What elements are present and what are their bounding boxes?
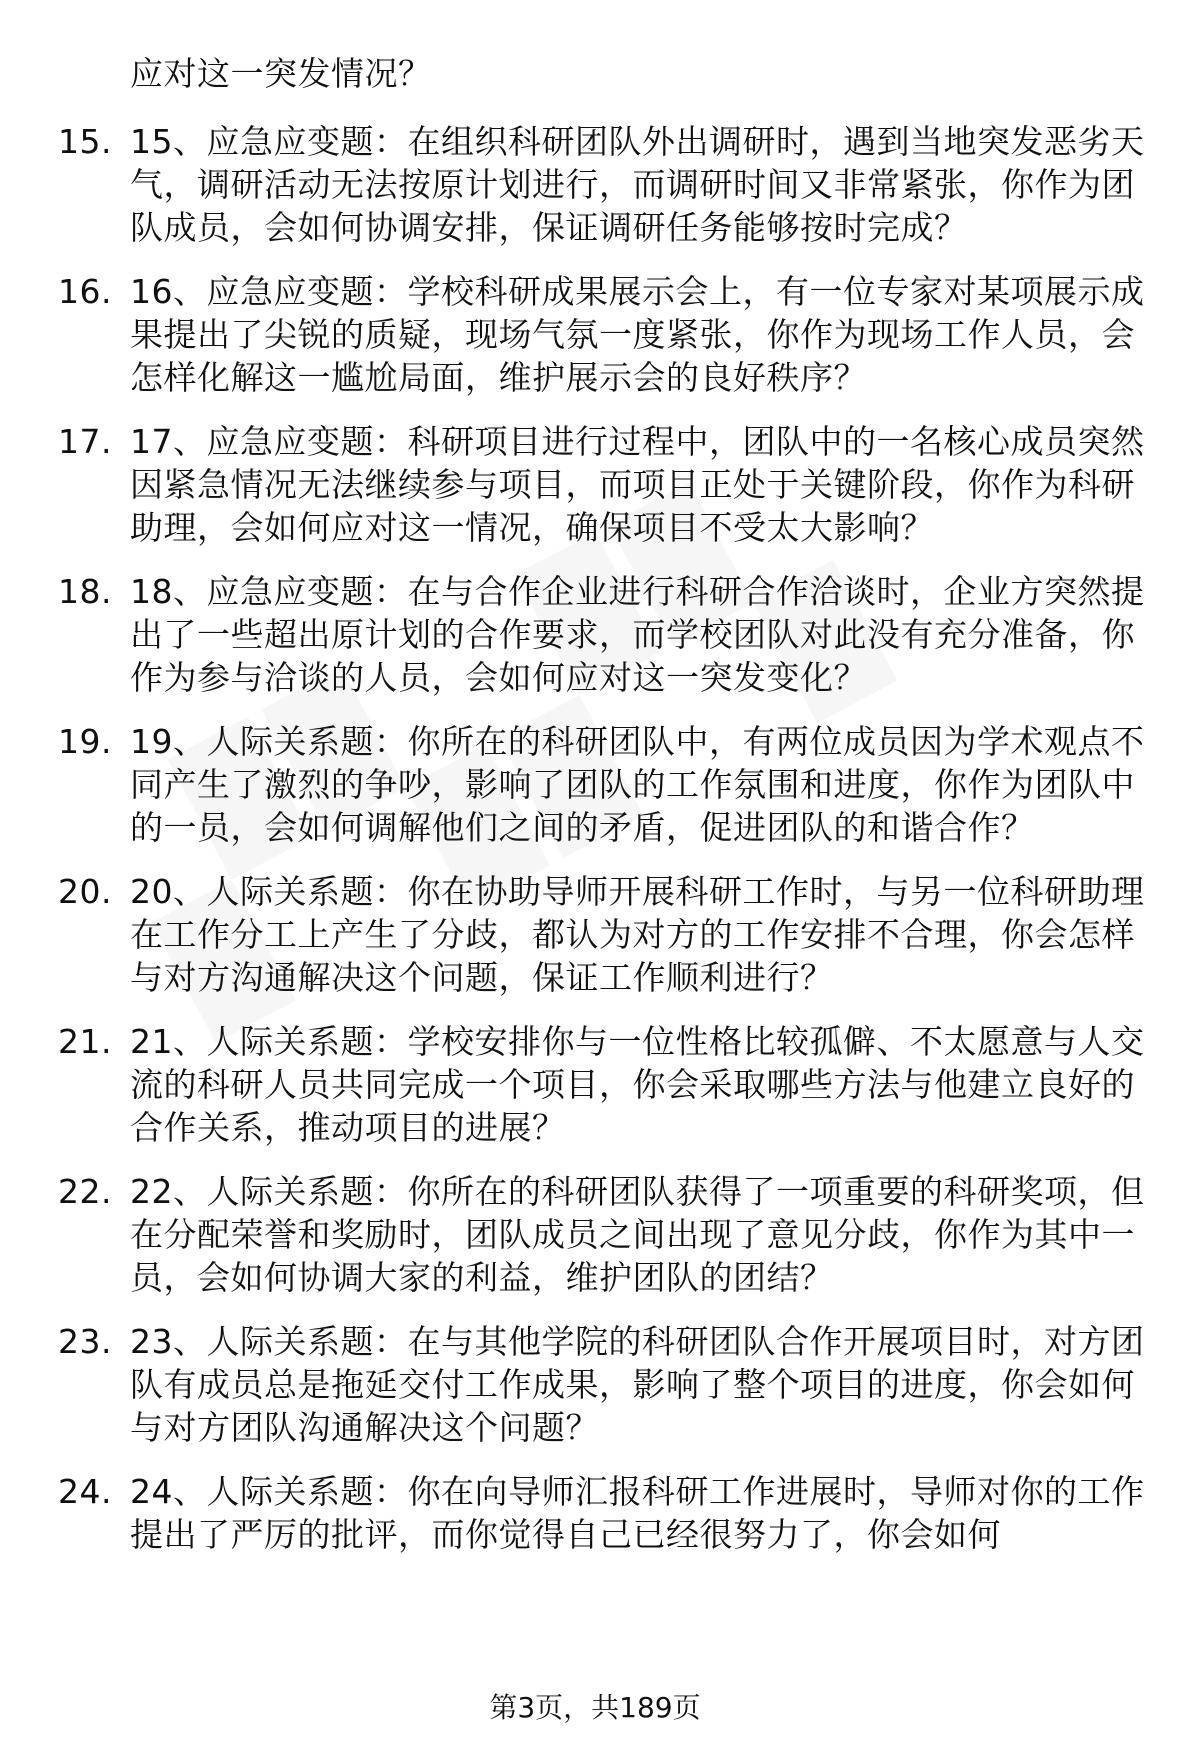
list-item — [0, 270, 1150, 399]
question-list — [0, 120, 1190, 1577]
item-number: 20. — [58, 872, 112, 911]
page-footer — [0, 1690, 1190, 1726]
continuation-text: 应对这一突发情况？ — [130, 54, 432, 93]
item-number: 19. — [58, 722, 112, 761]
item-number: 23. — [58, 1322, 112, 1361]
item-text: 20、人际关系题：你在协助导师开展科研工作时，与另一位科研助理在工作分工上产生了分歧，都认为对方的工作安排不合理，你会怎样与对方沟通解决这个问题，保证工作顺利进行？ — [130, 872, 1145, 997]
page-number-label: 第3页，共189页 — [489, 1691, 701, 1724]
item-text: 24、人际关系题：你在向导师汇报科研工作进展时，导师对你的工作提出了严厉的批评，而你觉得自己已经很努力了，你会如何 — [130, 1472, 1145, 1554]
list-item — [0, 120, 1150, 249]
item-number: 15. — [58, 122, 112, 161]
list-item — [0, 1020, 1150, 1149]
list-item — [0, 1470, 1150, 1556]
item-text: 21、人际关系题：学校安排你与一位性格比较孤僻、不太愿意与人交流的科研人员共同完成一个项目，你会采取哪些方法与他建立良好的合作关系，推动项目的进展？ — [130, 1022, 1145, 1147]
list-item — [0, 1170, 1150, 1299]
item-number: 24. — [58, 1472, 112, 1511]
item-number: 16. — [58, 272, 112, 311]
item-text: 23、人际关系题：在与其他学院的科研团队合作开展项目时，对方团队有成员总是拖延交付工作成果，影响了整个项目的进度，你会如何与对方团队沟通解决这个问题？ — [130, 1322, 1145, 1447]
item-number: 18. — [58, 572, 112, 611]
list-item — [0, 720, 1150, 849]
list-item — [0, 570, 1150, 699]
item-text: 22、人际关系题：你所在的科研团队获得了一项重要的科研奖项，但在分配荣誉和奖励时，团队成员之间出现了意见分歧，你作为其中一员，会如何协调大家的利益，维护团队的团结？ — [130, 1172, 1145, 1297]
item-text: 18、应急应变题：在与合作企业进行科研合作洽谈时，企业方突然提出了一些超出原计划的合作要求，而学校团队对此没有充分准备，你作为参与洽谈的人员，会如何应对这一突发变化？ — [130, 572, 1145, 697]
item-text: 17、应急应变题：科研项目进行过程中，团队中的一名核心成员突然因紧急情况无法继续参与项目，而项目正处于关键阶段，你作为科研助理，会如何应对这一情况，确保项目不受太大影响？ — [130, 422, 1145, 547]
item-text: 19、人际关系题：你所在的科研团队中，有两位成员因为学术观点不同产生了激烈的争吵，影响了团队的工作氛围和进度，你作为团队中的一员，会如何调解他们之间的矛盾，促进团队的和谐合作？ — [130, 722, 1145, 847]
item-text: 16、应急应变题：学校科研成果展示会上，有一位专家对某项展示成果提出了尖锐的质疑，现场气氛一度紧张，你作为现场工作人员，会怎样化解这一尴尬局面，维护展示会的良好秩序？ — [130, 272, 1145, 397]
list-item — [0, 1320, 1150, 1449]
item-text: 15、应急应变题：在组织科研团队外出调研时，遇到当地突发恶劣天气，调研活动无法按原计划进行，而调研时间又非常紧张，你作为团队成员，会如何协调安排，保证调研任务能够按时完成？ — [130, 122, 1145, 247]
list-item — [0, 420, 1150, 549]
item-number: 22. — [58, 1172, 112, 1211]
list-item — [0, 870, 1150, 999]
item-number: 21. — [58, 1022, 112, 1061]
item-number: 17. — [58, 422, 112, 461]
